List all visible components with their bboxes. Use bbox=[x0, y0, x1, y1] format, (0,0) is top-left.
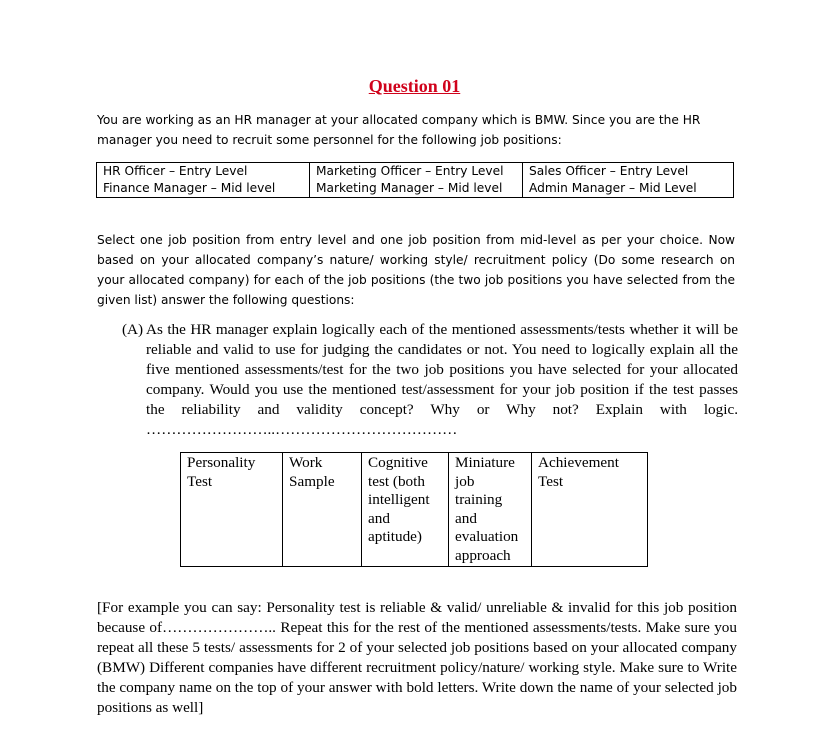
question-a-label: (A) bbox=[122, 321, 144, 338]
test-cell: Achievement Test bbox=[532, 453, 648, 567]
test-cell: Miniature job training and evaluation approach bbox=[449, 453, 532, 567]
table-row bbox=[97, 163, 734, 181]
table-row bbox=[181, 453, 648, 567]
assessment-tests-table bbox=[180, 452, 648, 567]
selection-instructions: Select one job position from entry level and one job position from mid-level as per your choice. Now based on your allocated company’s nature/ working style/ recruitment policy (Do some research on your allocated company) for each of the job positions (the two job positions you have selected from the given list) answer the following questions: bbox=[97, 233, 735, 307]
job-positions-table bbox=[96, 162, 734, 198]
example-note: [For example you can say: Personality test is reliable & valid/ unreliable & invalid for this job position because of………………….. Repeat this for the rest of the mentioned assessments/tests. Make sure you repeat all these 5 tests/ assessments for 2 of your selected job positions based on your allocated company (BMW) Different companies have different recruitment policy/nature/ working style. Make sure to Write the company name on the top of your answer with bold letters. Write down the name of your selected job positions as well] bbox=[97, 599, 737, 716]
test-cell: Cognitive test (both intelligent and aptitude) bbox=[362, 453, 449, 567]
question-a-text: As the HR manager explain logically each of the mentioned assessments/tests whether it will be reliable and valid to use for judging the candidates or not. You need to logically explain all the five mentioned assessments/test for the two job positions you have selected for your allocated company. Would you use the mentioned test/assessment for your job position if the test passes the reliability and validity concept? Why or Why not? Explain with logic. ……………………..……………………………… bbox=[146, 321, 738, 438]
intro-paragraph: You are working as an HR manager at your allocated company which is BMW. Since you are the HR manager you need to recruit some personnel for the following job positions: bbox=[97, 113, 701, 147]
test-cell: Personality Test bbox=[181, 453, 283, 567]
question-title: Question 01 bbox=[368, 76, 461, 96]
job-cell: Admin Manager – Mid Level bbox=[523, 180, 734, 198]
question-a bbox=[122, 320, 738, 440]
table-row bbox=[97, 180, 734, 198]
test-cell: Work Sample bbox=[283, 453, 362, 567]
job-cell: Marketing Manager – Mid level bbox=[310, 180, 523, 198]
job-cell: Finance Manager – Mid level bbox=[97, 180, 310, 198]
job-cell: Marketing Officer – Entry Level bbox=[310, 163, 523, 181]
job-cell: Sales Officer – Entry Level bbox=[523, 163, 734, 181]
job-cell: HR Officer – Entry Level bbox=[97, 163, 310, 181]
